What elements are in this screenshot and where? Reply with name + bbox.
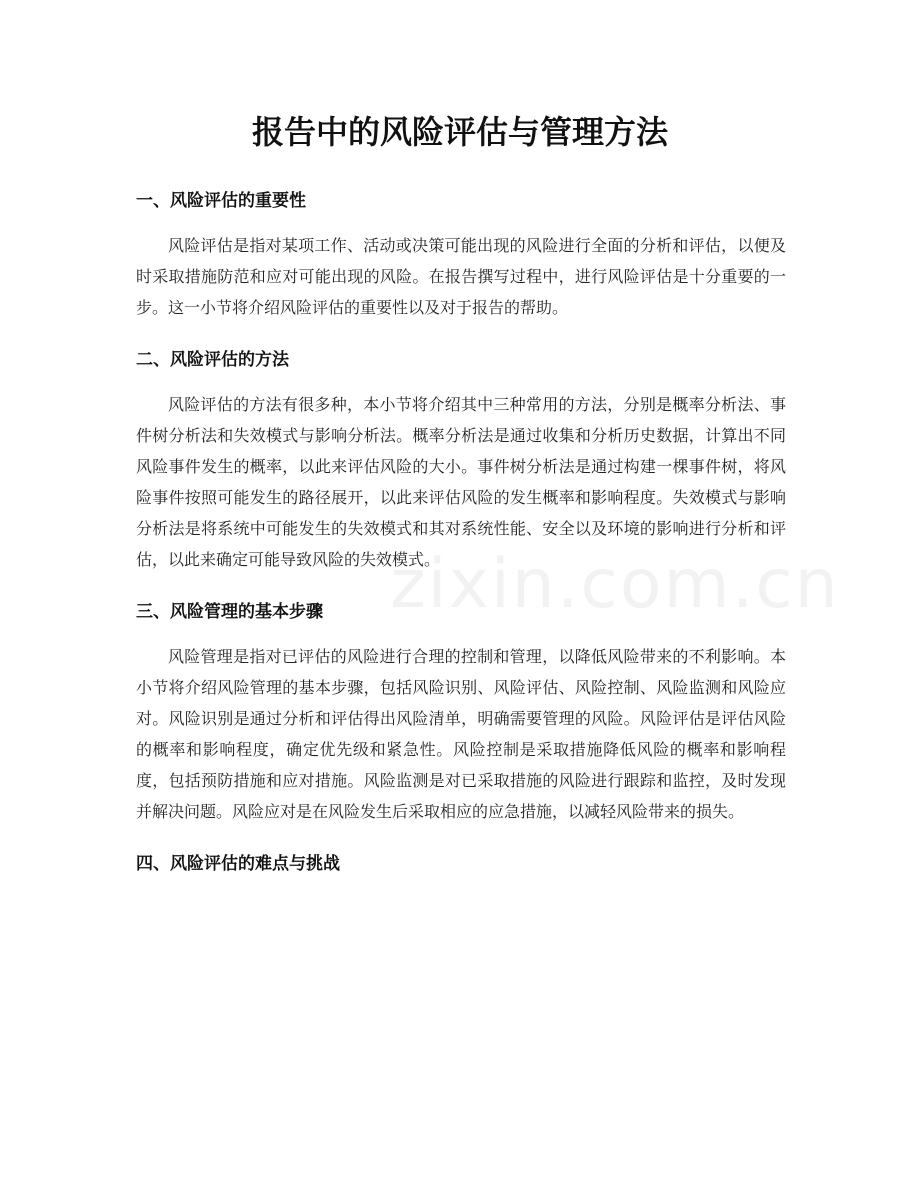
section-paragraph-1: 风险评估是指对某项工作、活动或决策可能出现的风险进行全面的分析和评估，以便及时采取措施防范和应对可能出现的风险。在报告撰写过程中，进行风险评估是十分重要的一步。这一小节将介绍风险评估的重要性以及对于报告的帮助。 [136,236,786,317]
section-heading-4: 四、风险评估的难点与挑战 [136,854,340,874]
section-paragraph-3: 风险管理是指对已评估的风险进行合理的控制和管理，以降低风险带来的不利影响。本小节将介绍风险管理的基本步骤，包括风险识别、风险评估、风险控制、风险监测和风险应对。风险识别是通过分析和评估得出风险清单，明确需要管理的风险。风险评估是评估风险的概率和影响程度，确定优先级和紧急性。风险控制是采取措施降低风险的概率和影响程度，包括预防措施和应对措施。风险监测是对已采取措施的风险进行跟踪和监控，及时发现并解决问题。风险应对是在风险发生后采取相应的应急措施，以减轻风险带来的损失。 [136,647,786,821]
section-heading-1: 一、风险评估的重要性 [136,191,306,211]
document-title: 报告中的风险评估与管理方法 [251,113,668,151]
section-heading-2: 二、风险评估的方法 [136,350,289,370]
section-heading-3: 三、风险管理的基本步骤 [136,602,323,622]
document-body [136,184,840,893]
watermark: zixin.com.cn [390,545,840,624]
section-paragraph-2: 风险评估的方法有很多种，本小节将介绍其中三种常用的方法，分别是概率分析法、事件树分析法和失效模式与影响分析法。概率分析法是通过收集和分析历史数据，计算出不同风险事件发生的概率，以此来评估风险的大小。事件树分析法是通过构建一棵事件树，将风险事件按照可能发生的路径展开，以此来评估风险的发生概率和影响程度。失效模式与影响分析法是将系统中可能发生的失效模式和其对系统性能、安全以及环境的影响进行分析和评估，以此来确定可能导致风险的失效模式。 [136,395,786,569]
